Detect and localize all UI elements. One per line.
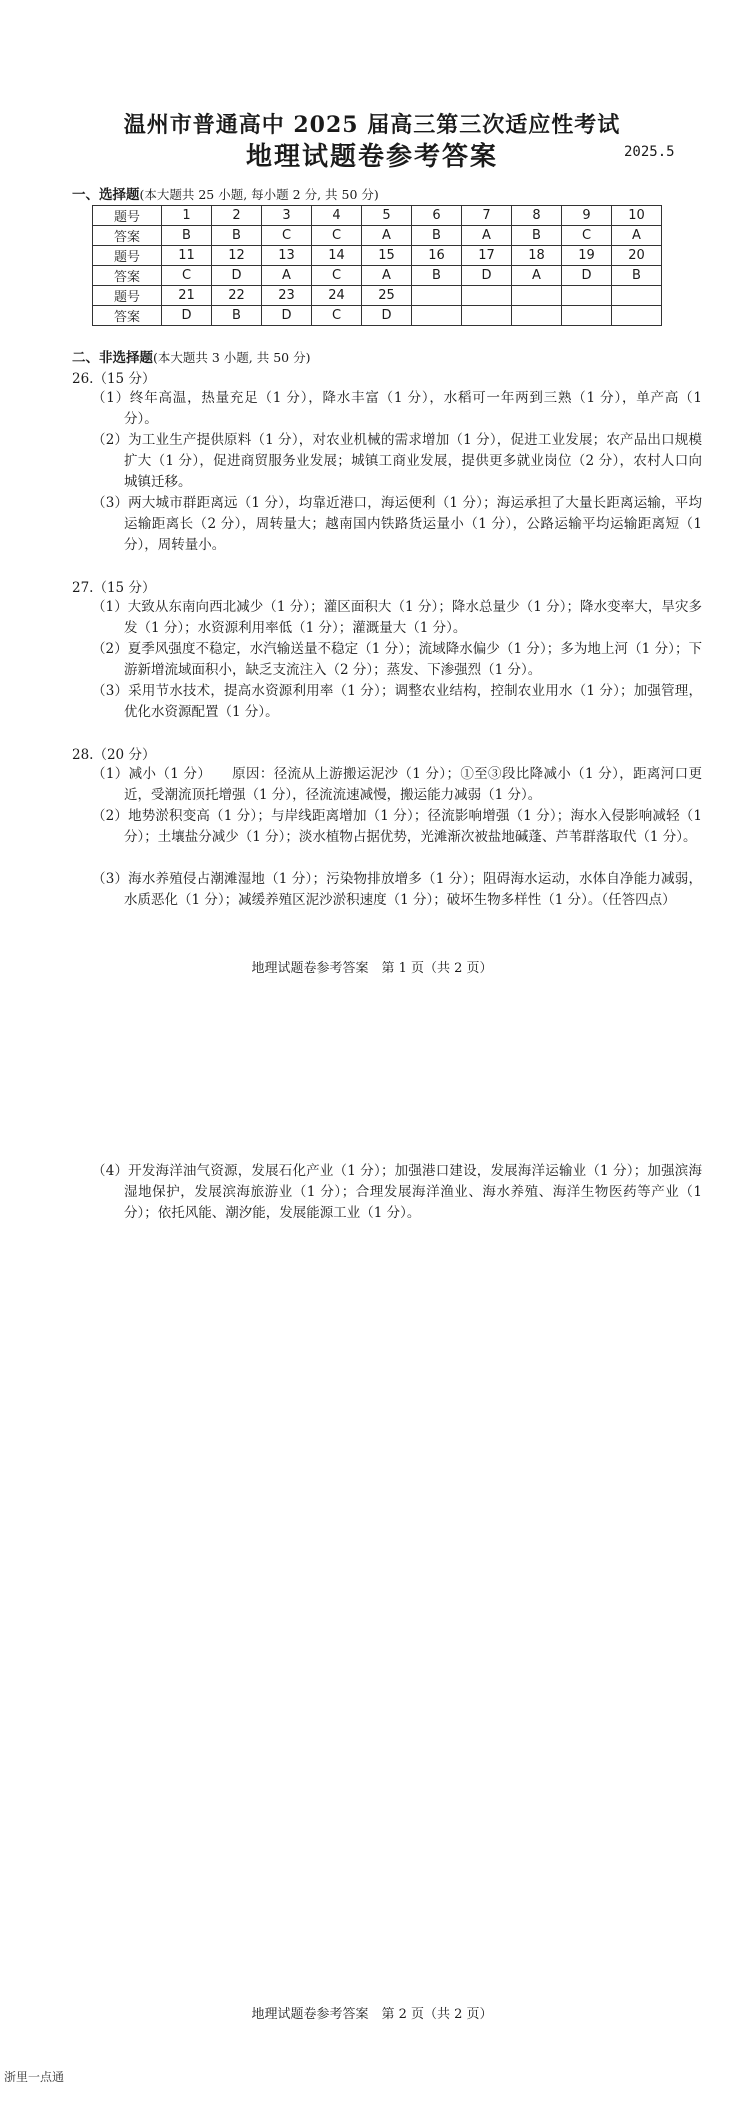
- section2-note: (本大题共 3 小题, 共 50 分): [153, 350, 311, 365]
- answer-cell: C: [312, 226, 362, 246]
- q26-heading: 26.（15 分）: [72, 371, 156, 387]
- q26-answer-3: （3）两大城市群距离远（1 分），均靠近港口，海运便利（1 分）；海运承担了大量长距离运输，平均运输距离长（2 分），周转量大；越南国内铁路货运量小（1 分），公路运输平均运输距离短（1 分），周转量小。: [92, 495, 702, 553]
- answer-cell: C: [312, 306, 362, 326]
- question-number: 21: [162, 286, 212, 306]
- table-row: [93, 246, 662, 266]
- q27-answer-3: （3）采用节水技术，提高水资源利用率（1 分）；调整农业结构，控制农业用水（1 分）；加强管理，优化水资源配置（1 分）。: [92, 683, 702, 720]
- question-number: 11: [162, 246, 212, 266]
- question-number: 10: [612, 206, 662, 226]
- question-number: [412, 286, 462, 306]
- answer-cell: D: [212, 266, 262, 286]
- question-number: 15: [362, 246, 412, 266]
- q26-answer-1: （1）终年高温，热量充足（1 分），降水丰富（1 分），水稻可一年两到三熟（1 分），单产高（1 分）。: [92, 390, 702, 427]
- question-number: [462, 286, 512, 306]
- q28-answer-3: （3）海水养殖侵占潮滩湿地（1 分）；污染物排放增多（1 分）；阻碍海水运动，水体自净能力减弱，水质恶化（1 分）；减缓养殖区泥沙淤积速度（1 分）；破坏生物多样性（1 分）。（任答四点）: [92, 871, 702, 908]
- answer-cell: B: [212, 226, 262, 246]
- answer-cell: D: [262, 306, 312, 326]
- answer-cell: B: [512, 226, 562, 246]
- answer-cell: A: [362, 266, 412, 286]
- exam-date: 2025.5: [624, 144, 675, 160]
- answer-cell: A: [262, 266, 312, 286]
- question-number: 24: [312, 286, 362, 306]
- question-number: 22: [212, 286, 262, 306]
- q27-heading: 27.（15 分）: [72, 580, 156, 596]
- answer-cell: B: [612, 266, 662, 286]
- source-watermark: 浙里一点通: [4, 2070, 65, 2084]
- question-number: 7: [462, 206, 512, 226]
- table-row: [93, 286, 662, 306]
- table-row: [93, 206, 662, 226]
- q28-heading: 28.（20 分）: [72, 747, 156, 763]
- question-number: 8: [512, 206, 562, 226]
- question-number: 14: [312, 246, 362, 266]
- row-label: 题号: [93, 246, 162, 266]
- answer-cell: C: [562, 226, 612, 246]
- answer-cell: A: [362, 226, 412, 246]
- question-number: 4: [312, 206, 362, 226]
- question-number: 23: [262, 286, 312, 306]
- section2-heading: [72, 346, 310, 366]
- answer-cell: [462, 306, 512, 326]
- question-number: 20: [612, 246, 662, 266]
- question-number: 18: [512, 246, 562, 266]
- q28-answer-1: （1）减小（1 分） 原因：径流从上游搬运泥沙（1 分）；①至③段比降减小（1 分），距离河口更近，受潮流顶托增强（1 分），径流流速减慢，搬运能力减弱（1 分）。: [92, 766, 702, 803]
- answer-cell: A: [512, 266, 562, 286]
- question-number: 1: [162, 206, 212, 226]
- row-label: 答案: [93, 306, 162, 326]
- answer-cell: [562, 306, 612, 326]
- answer-key-title: 地理试题卷参考答案: [245, 142, 498, 172]
- question-number: [612, 286, 662, 306]
- row-label: 答案: [93, 266, 162, 286]
- answer-cell: D: [162, 306, 212, 326]
- answer-cell: [612, 306, 662, 326]
- q28-answer-2: （2）地势淤积变高（1 分）；与岸线距离增加（1 分）；径流影响增强（1 分）；海水入侵影响减轻（1 分）；土壤盐分减少（1 分）；淡水植物占据优势，光滩渐次被盐地碱蓬、芦苇群落取代（1 分）。: [92, 808, 702, 845]
- section1-heading: [72, 183, 379, 203]
- question-number: [512, 286, 562, 306]
- question-number: 13: [262, 246, 312, 266]
- q28-answer-4: （4）开发海洋油气资源，发展石化产业（1 分）；加强港口建设，发展海洋运输业（1 分）；加强滨海湿地保护，发展滨海旅游业（1 分）；合理发展海洋渔业、海水养殖、海洋生物医药等产业（1 分）；依托风能、潮汐能，发展能源工业（1 分）。: [92, 1163, 702, 1221]
- answer-cell: B: [162, 226, 212, 246]
- table-row: [93, 226, 662, 246]
- section1-note: (本大题共 25 小题, 每小题 2 分, 共 50 分): [139, 187, 379, 202]
- question-number: 5: [362, 206, 412, 226]
- answer-cell: D: [362, 306, 412, 326]
- answer-cell: [412, 306, 462, 326]
- answer-cell: B: [412, 266, 462, 286]
- section2-title: 二、非选择题: [72, 350, 153, 366]
- question-number: 2: [212, 206, 262, 226]
- section1-title: 一、选择题: [72, 187, 140, 203]
- answer-table: [92, 205, 662, 326]
- answer-cell: C: [262, 226, 312, 246]
- table-row: [93, 306, 662, 326]
- question-number: 25: [362, 286, 412, 306]
- answer-cell: [512, 306, 562, 326]
- answer-cell: B: [212, 306, 262, 326]
- question-number: 6: [412, 206, 462, 226]
- question-number: 16: [412, 246, 462, 266]
- table-row: [93, 266, 662, 286]
- question-number: 9: [562, 206, 612, 226]
- answer-cell: A: [612, 226, 662, 246]
- question-number: 17: [462, 246, 512, 266]
- row-label: 题号: [93, 206, 162, 226]
- question-number: [562, 286, 612, 306]
- q26-answer-2: （2）为工业生产提供原料（1 分），对农业机械的需求增加（1 分），促进工业发展；农产品出口规模扩大（1 分），促进商贸服务业发展；城镇工商业发展，提供更多就业岗位（2 分），农村人口向城镇迁移。: [92, 432, 702, 490]
- q27-answer-2: （2）夏季风强度不稳定，水汽输送量不稳定（1 分）；流域降水偏少（1 分）；多为地上河（1 分）；下游新增流域面积小，缺乏支流注入（2 分）；蒸发、下渗强烈（1 分）。: [92, 641, 702, 678]
- answer-cell: D: [462, 266, 512, 286]
- question-number: 19: [562, 246, 612, 266]
- answer-cell: C: [312, 266, 362, 286]
- answer-cell: D: [562, 266, 612, 286]
- answer-cell: B: [412, 226, 462, 246]
- exam-title: 温州市普通高中 2025 届高三第三次适应性考试: [123, 112, 621, 138]
- q27-answer-1: （1）大致从东南向西北减少（1 分）；灌区面积大（1 分）；降水总量少（1 分）；降水变率大，旱灾多发（1 分）；水资源利用率低（1 分）；灌溉量大（1 分）。: [92, 599, 702, 636]
- row-label: 答案: [93, 226, 162, 246]
- answer-cell: C: [162, 266, 212, 286]
- answer-cell: A: [462, 226, 512, 246]
- row-label: 题号: [93, 286, 162, 306]
- page2-footer: 地理试题卷参考答案 第 2 页（共 2 页）: [251, 2007, 493, 2022]
- question-number: 3: [262, 206, 312, 226]
- page1-footer: 地理试题卷参考答案 第 1 页（共 2 页）: [251, 961, 493, 976]
- question-number: 12: [212, 246, 262, 266]
